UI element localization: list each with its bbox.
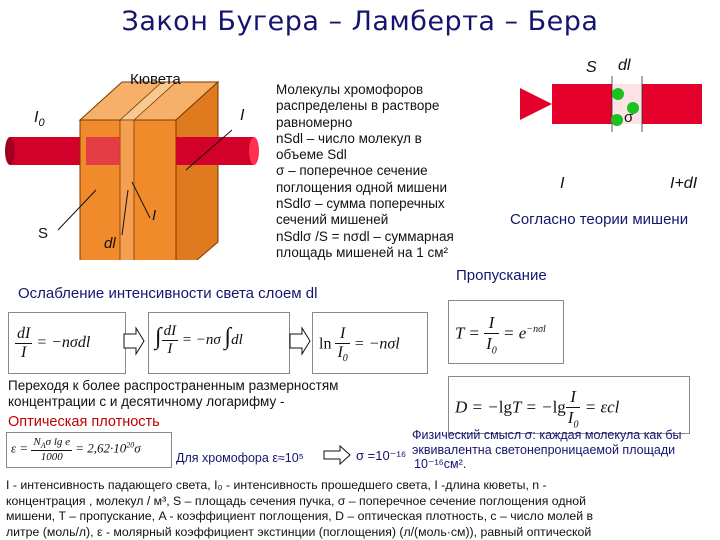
- target-molecule-1: [612, 88, 624, 100]
- formula-log: ln $\frac{I}{I_0}$ = −nσl: [312, 312, 428, 374]
- s-label: S: [38, 225, 49, 242]
- formula-integral: ∫ $\frac{dI}{I}$ = −nσ ∫dl: [148, 312, 290, 374]
- target-molecule-3: [611, 114, 623, 126]
- i0-label: $I_0$: [34, 109, 45, 130]
- target-dl-label: dl: [618, 57, 631, 74]
- target-theory-label: Согласно теории мишени: [510, 211, 689, 228]
- variable-legend: I - интенсивность падающего света, I₀ - интенсивность прошедшего света, I -длина кюветы, n - концентрация , молекул / м³, S – площадь сечения пучка, σ – поперечное сечение поглощения одной мишени, T – пропускание, A - коэффициент поглощения, D – оптическая плотность, с – число молей в литре (моль/л), ε - молярный коэффициент экстинции (поглощения) (л/(моль·см)), равный оптической: [6, 478, 594, 539]
- target-sigma-label: σ: [624, 109, 634, 126]
- beam-end-right: [249, 137, 259, 165]
- chromophore-note: Для хромофора ε≈10⁵: [176, 451, 304, 465]
- formula-transmission: T = $\frac{I}{I_0}$ = $e^{-n\sigma l}$: [448, 300, 564, 364]
- light-beam-out: [176, 137, 254, 165]
- beam-end-left: [5, 137, 15, 165]
- transition-text: Переходя к более распространенным размерностям концентрации с и десятичному логарифму -: [8, 378, 339, 410]
- beam-inside: [86, 137, 120, 165]
- arrow-1-icon: [122, 326, 146, 356]
- optical-density-label: Оптическая плотность: [8, 414, 160, 430]
- transmission-label: Пропускание: [456, 267, 547, 284]
- molecule-text: Молекулы хромофоров распределены в растворе равномерно nSdl – число молекул в объеме Sdl σ – поперечное сечение поглощения одной мишени nSdlσ – сумма поперечных сечений мишеней nSdlσ /S = nσdl – суммарная площадь мишеней на 1 см²: [276, 82, 454, 260]
- arrow-head-in: [520, 88, 552, 120]
- attenuation-label: Ослабление интенсивности света слоем dl: [18, 285, 318, 302]
- formula-differential: $\frac{dI}{I}$ = −nσdl: [8, 312, 126, 374]
- page-title: Закон Бугера – Ламберта – Бера: [121, 6, 599, 37]
- formula-epsilon: ε = $\frac{N_A\sigma \lg e}{1000}$ = $2,62\cdot 10^{20}\sigma$: [6, 432, 172, 468]
- beam-block-right: [642, 84, 702, 124]
- target-i-label: I: [560, 175, 565, 192]
- physical-meaning: Физический смысл σ: каждая молекула как бы эквивалентна светонепроницаемой площади 10⁻¹⁶см².: [412, 428, 682, 471]
- formula-optical-density: D = −lgT = −lg $\frac{I}{I_0}$ = εcl: [448, 376, 690, 434]
- dl-label: dl: [104, 235, 116, 252]
- light-beam-in: [10, 137, 90, 165]
- target-i-plus-label: I+dI: [670, 175, 698, 192]
- slice-front: [120, 120, 134, 260]
- target-diagram: [500, 58, 720, 188]
- i-label: I: [240, 107, 245, 124]
- i-lower-label: I: [152, 207, 157, 224]
- target-s-label: S: [586, 59, 597, 76]
- arrow-2-icon: [288, 326, 312, 356]
- sigma-value: σ =10⁻¹⁶: [356, 448, 407, 463]
- beam-block-left: [552, 84, 612, 124]
- cuvette-label: Кювета: [130, 71, 181, 88]
- arrow-3-icon: [322, 444, 352, 466]
